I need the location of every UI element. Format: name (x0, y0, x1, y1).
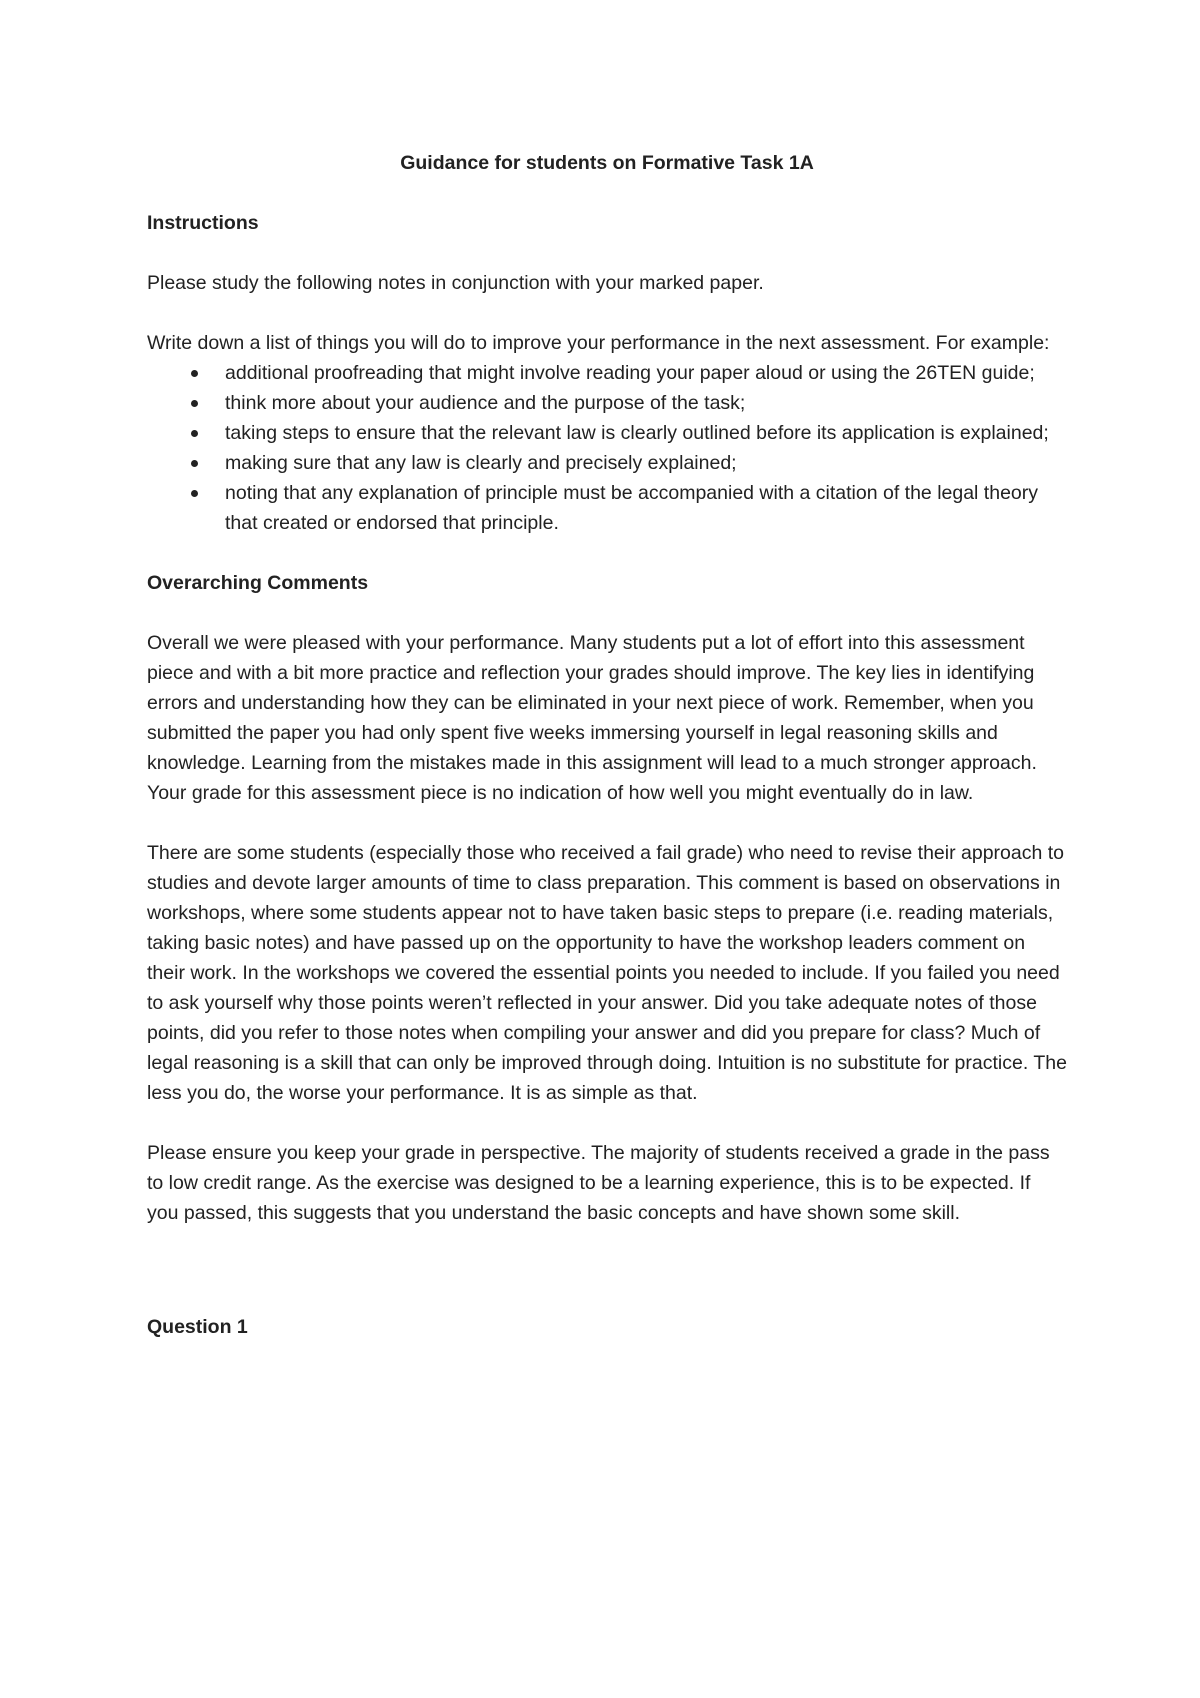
bullet-icon (191, 490, 198, 497)
list-item-text: making sure that any law is clearly and precisely explained; (225, 452, 737, 474)
overarching-paragraph-2: There are some students (especially those who received a fail grade) who need to revise their approach to studies and devote larger amounts of time to class preparation. This comment is based on observations in workshops, where some students appear not to have taken basic steps to prepare (i.e. reading materials, taking basic notes) and have passed up on the opportunity to have the workshop leaders comment on their work. In the workshops we covered the essential points you needed to include. If you failed you need to ask yourself why those points weren’t reflected in your answer. Did you take adequate notes of those points, did you refer to those notes when compiling your answer and did you prepare for class? Much of legal reasoning is a skill that can only be improved through doing. Intuition is no substitute for practice. The less you do, the worse your performance. It is as simple as that. (147, 842, 1067, 1104)
list-item (147, 388, 1067, 418)
list-item-text: taking steps to ensure that the relevant law is clearly outlined before its application is explained; (225, 422, 1049, 444)
question-1-heading: Question 1 (147, 1316, 248, 1338)
bullet-icon (191, 370, 198, 377)
bullet-icon (191, 400, 198, 407)
instructions-intro: Please study the following notes in conjunction with your marked paper. (147, 272, 764, 294)
list-item (147, 358, 1067, 388)
list-item (147, 418, 1067, 448)
overarching-paragraph-3: Please ensure you keep your grade in perspective. The majority of students received a grade in the pass to low credit range. As the exercise was designed to be a learning experience, this is to be expected. If you passed, this suggests that you understand the basic concepts and have shown some skill. (147, 1142, 1050, 1224)
list-item (147, 478, 1067, 538)
instructions-list-intro: Write down a list of things you will do to improve your performance in the next assessment. For example: (147, 332, 1050, 354)
instructions-heading: Instructions (147, 212, 259, 234)
list-item-text: noting that any explanation of principle must be accompanied with a citation of the legal theory that created or endorsed that principle. (225, 482, 1039, 534)
list-item (147, 448, 1067, 478)
list-item-text: think more about your audience and the purpose of the task; (225, 392, 746, 414)
document-title: Guidance for students on Formative Task 1A (400, 152, 814, 174)
overarching-paragraph-1: Overall we were pleased with your performance. Many students put a lot of effort into this assessment piece and with a bit more practice and reflection your grades should improve. The key lies in identifying errors and understanding how they can be eliminated in your next piece of work. Remember, when you submitted the paper you had only spent five weeks immersing yourself in legal reasoning skills and knowledge. Learning from the mistakes made in this assignment will lead to a much stronger approach. Your grade for this assessment piece is no indication of how well you might eventually do in law. (147, 632, 1037, 804)
bullet-icon (191, 430, 198, 437)
improvement-list (147, 358, 1067, 538)
bullet-icon (191, 460, 198, 467)
document-content (147, 148, 1067, 1342)
overarching-comments-heading: Overarching Comments (147, 572, 369, 594)
list-item-text: additional proofreading that might involve reading your paper aloud or using the 26TEN guide; (225, 362, 1035, 384)
